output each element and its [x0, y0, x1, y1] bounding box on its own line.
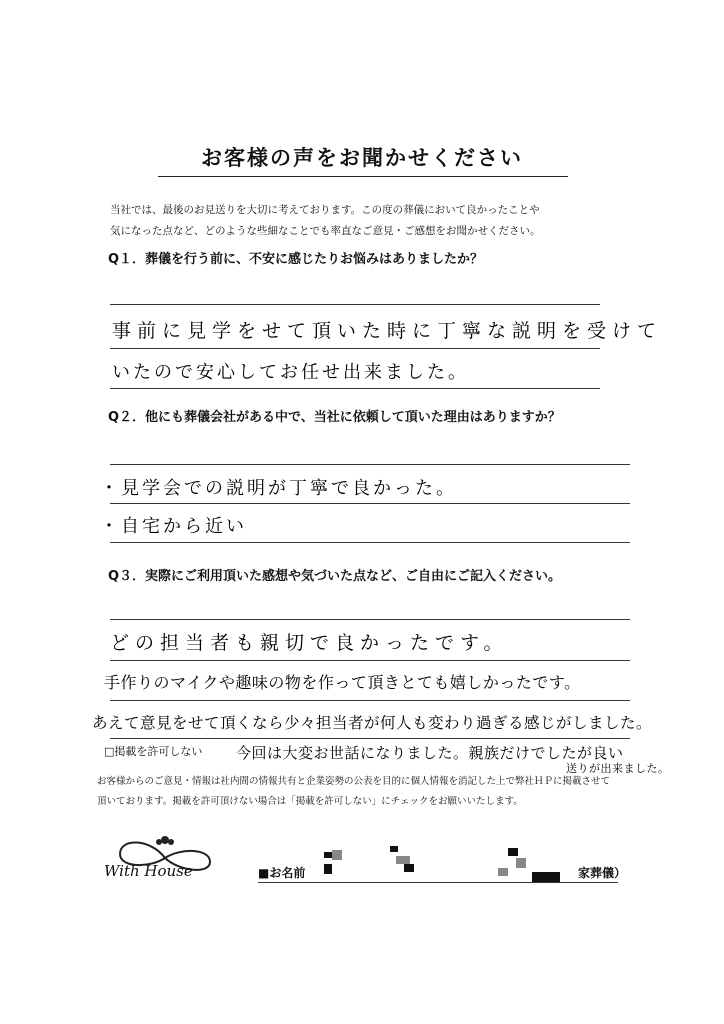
- answer-line: [110, 660, 630, 661]
- answer-line: [110, 542, 630, 543]
- intro-line-1: 当社では、最後のお見送りを大切に考えております。この度の葬儀において良かったことや: [110, 204, 540, 216]
- handwritten-answer-3-line-2: 手作りのマイクや趣味の物を作って頂きとても嬉しかったです。: [104, 673, 581, 692]
- handwritten-answer-1-line-2: いたので安心してお任せ出来ました。: [112, 362, 469, 383]
- permit-label: 掲載を許可しない: [114, 745, 203, 758]
- answer-line: [110, 464, 630, 465]
- handwritten-answer-2-line-2: ・自宅から近い: [100, 516, 247, 537]
- name-label: ■お名前: [258, 866, 306, 880]
- title-underline: [158, 176, 568, 177]
- question-3: Q３．実際にご利用頂いた感想や気づいた点など、ご自由にご記入ください。: [108, 569, 562, 584]
- permit-checkbox[interactable]: □: [104, 745, 115, 758]
- handwritten-answer-1-line-1: 事前に見学をせて頂いた時に丁寧な説明を受けて: [112, 320, 663, 342]
- answer-line: [110, 619, 630, 620]
- handwritten-answer-2-line-1: ・見学会での説明が丁寧で良かった。: [100, 478, 457, 499]
- form-title: お客様の声をお聞かせください: [201, 146, 523, 170]
- answer-line: [110, 503, 630, 504]
- answer-line: [110, 738, 630, 739]
- notice-line-2: 頂いております。掲載を許可頂けない場合は「掲載を許可しない」にチェックをお願いいたします。: [97, 796, 523, 807]
- handwritten-answer-3-line-4: 今回は大変お世話になりました。親族だけでしたが良い: [236, 744, 624, 762]
- answer-line: [110, 388, 600, 389]
- answer-line: [110, 304, 600, 305]
- redacted-name: [310, 842, 570, 888]
- intro-line-2: 気になった点など、どのような些細なことでも率直なご意見・ご感想をお聞かせください。: [110, 225, 541, 237]
- notice-line-1: お客様からのご意見・情報は社内間の情報共有と企業姿勢の公表を目的に個人情報を消記した上で弊社ＨＰに掲載させて: [97, 776, 611, 787]
- family-funeral-suffix: 家葬儀）: [578, 866, 627, 880]
- permit-option[interactable]: [104, 743, 202, 759]
- with-house-logo: [98, 828, 232, 886]
- handwritten-answer-3-line-1: どの担当者も親切で良かったです。: [110, 632, 509, 654]
- intro-text: [110, 200, 630, 242]
- answer-line: [110, 348, 600, 349]
- question-1: Q１．葬儀を行う前に、不安に感じたりお悩みはありましたか？: [108, 252, 484, 267]
- handwritten-answer-3-line-3: あえて意見をせて頂くなら少々担当者が何人も変わり過ぎる感じがしました。: [92, 714, 653, 732]
- question-2: Q２．他にも葬儀会社がある中で、当社に依頼して頂いた理由はありますか？: [108, 410, 561, 425]
- privacy-notice: [97, 772, 657, 812]
- answer-line: [110, 700, 630, 701]
- logo-text: With House: [104, 862, 193, 880]
- handwritten-answer-3-line-5: 送りが出来ました。: [566, 762, 670, 775]
